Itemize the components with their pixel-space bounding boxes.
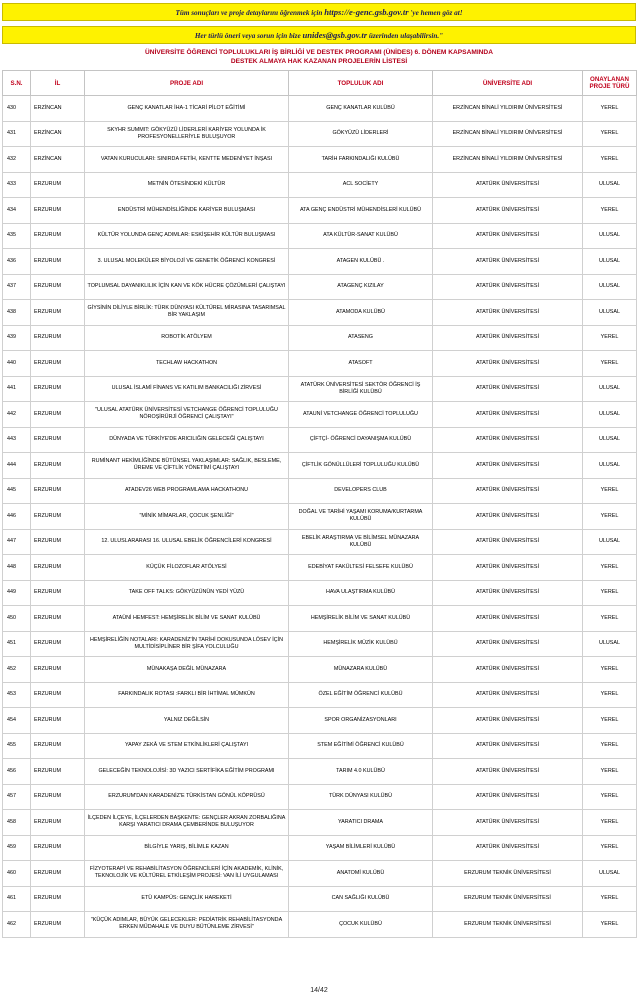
cell-tur: YEREL <box>583 198 637 224</box>
cell-proje: YALNIZ DEĞİLSİN <box>85 708 289 734</box>
cell-il: ERZURUM <box>31 223 85 249</box>
cell-tur: YEREL <box>583 555 637 581</box>
cell-il: ERZİNCAN <box>31 121 85 147</box>
cell-sn: 447 <box>3 529 31 555</box>
cell-il: ERZURUM <box>31 249 85 275</box>
cell-proje: METNİN ÖTESİNDEKİ KÜLTÜR <box>85 172 289 198</box>
table-header-row <box>3 71 637 96</box>
cell-universite: ATATÜRK ÜNİVERSİTESİ <box>433 249 583 275</box>
cell-il: ERZURUM <box>31 784 85 810</box>
cell-universite: ATATÜRK ÜNİVERSİTESİ <box>433 376 583 402</box>
cell-universite: ATATÜRK ÜNİVERSİTESİ <box>433 733 583 759</box>
column-header-sn: S.N. <box>3 71 31 96</box>
cell-universite: ATATÜRK ÜNİVERSİTESİ <box>433 453 583 479</box>
cell-topluluk: ATAGEN KULÜBÜ . <box>289 249 433 275</box>
cell-universite: ATATÜRK ÜNİVERSİTESİ <box>433 223 583 249</box>
cell-topluluk: TARİH FARKINDALIĞI KULÜBÜ <box>289 147 433 173</box>
cell-tur: YEREL <box>583 682 637 708</box>
table-row <box>3 351 637 377</box>
cell-proje: YAPAY ZEKÂ VE STEM ETKİNLİKLERİ ÇALIŞTAYI <box>85 733 289 759</box>
cell-universite: ATATÜRK ÜNİVERSİTESİ <box>433 759 583 785</box>
header-area <box>0 0 638 66</box>
cell-universite: ATATÜRK ÜNİVERSİTESİ <box>433 606 583 632</box>
cell-tur: YEREL <box>583 121 637 147</box>
cell-il: ERZURUM <box>31 325 85 351</box>
cell-tur: ULUSAL <box>583 453 637 479</box>
cell-il: ERZURUM <box>31 198 85 224</box>
table-row <box>3 835 637 861</box>
cell-universite: ATATÜRK ÜNİVERSİTESİ <box>433 657 583 683</box>
cell-sn: 437 <box>3 274 31 300</box>
table-row <box>3 810 637 836</box>
cell-universite: ERZURUM TEKNİK ÜNİVERSİTESİ <box>433 861 583 887</box>
table-row <box>3 249 637 275</box>
cell-universite: ATATÜRK ÜNİVERSİTESİ <box>433 172 583 198</box>
cell-il: ERZURUM <box>31 606 85 632</box>
cell-tur: YEREL <box>583 147 637 173</box>
cell-sn: 432 <box>3 147 31 173</box>
cell-tur: ULUSAL <box>583 376 637 402</box>
cell-il: ERZİNCAN <box>31 96 85 122</box>
cell-proje: HEMŞİRELİĞİN NOTALARI: KARADENİZ'İN TARİHİ DOKUSUNDA LÖSEV İÇİN MULTİDİSİPLİNER BİR ŞİFA YOLCULUĞU <box>85 631 289 657</box>
cell-proje: FARKINDALIK ROTASI :FARKLI BİR İHTİMAL MÜMKÜN <box>85 682 289 708</box>
cell-il: ERZURUM <box>31 912 85 938</box>
cell-sn: 453 <box>3 682 31 708</box>
cell-il: ERZURUM <box>31 682 85 708</box>
cell-sn: 442 <box>3 402 31 428</box>
cell-universite: ERZİNCAN BİNALİ YILDIRIM ÜNİVERSİTESİ <box>433 121 583 147</box>
cell-topluluk: ÖZEL EĞİTİM ÖĞRENCİ KULÜBÜ <box>289 682 433 708</box>
cell-sn: 449 <box>3 580 31 606</box>
table-row <box>3 886 637 912</box>
cell-topluluk: HEMŞİRELİK MÜZİK KULÜBÜ <box>289 631 433 657</box>
cell-proje: FİZYOTERAPİ VE REHABİLİTASYON ÖĞRENCİLERİ İÇİN AKADEMİK, KLİNİK, TEKNOLOJİK VE KÜLTÜREL ETKİLEŞİM PROJESİ: VAN İLİ UYGULAMASI <box>85 861 289 887</box>
cell-il: ERZURUM <box>31 631 85 657</box>
cell-topluluk: TARIM 4.0 KULÜBÜ <box>289 759 433 785</box>
cell-universite: ATATÜRK ÜNİVERSİTESİ <box>433 708 583 734</box>
cell-universite: ATATÜRK ÜNİVERSİTESİ <box>433 682 583 708</box>
table-row <box>3 300 637 326</box>
info-banner-website <box>2 3 636 21</box>
cell-topluluk: ATA GENÇ ENDÜSTRİ MÜHENDİSLERİ KULÜBÜ <box>289 198 433 224</box>
cell-il: ERZURUM <box>31 376 85 402</box>
cell-sn: 458 <box>3 810 31 836</box>
cell-topluluk: YARATICI DRAMA <box>289 810 433 836</box>
title-line-2: DESTEK ALMAYA HAK KAZANAN PROJELERİN LİSTESİ <box>230 58 408 65</box>
cell-topluluk: ÇOCUK KULÜBÜ <box>289 912 433 938</box>
cell-topluluk: HEMŞİRELİK BİLİM VE SANAT KULÜBÜ <box>289 606 433 632</box>
cell-topluluk: EBELİK ARAŞTIRMA VE BİLİMSEL MÜNAZARA KULÜBÜ <box>289 529 433 555</box>
banner-text: 'ye hemen göz at! <box>410 9 463 17</box>
cell-topluluk: ATATÜRK ÜNİVERSİTESİ SEKTÖR ÖĞRENCİ İŞ BİRLİĞİ KULÜBÜ <box>289 376 433 402</box>
cell-sn: 431 <box>3 121 31 147</box>
cell-tur: YEREL <box>583 912 637 938</box>
cell-proje: DÜNYADA VE TÜRKİYE'DE ARICILIĞIN GELECEĞİ ÇALIŞTAYI <box>85 427 289 453</box>
cell-universite: ATATÜRK ÜNİVERSİTESİ <box>433 504 583 530</box>
cell-proje: TAKE OFF TALKS: GÖKYÜZÜNÜN YEDİ YÜZÜ <box>85 580 289 606</box>
cell-universite: ATATÜRK ÜNİVERSİTESİ <box>433 835 583 861</box>
cell-il: ERZURUM <box>31 861 85 887</box>
title-line-1: ÜNİVERSİTE ÖĞRENCİ TOPLULUKLARI İŞ BİRLİĞİ VE DESTEK PROGRAMI (ÜNİDES) 6. DÖNEM KAPSAMINDA <box>145 49 493 56</box>
cell-topluluk: GENÇ KANATLAR KULÜBÜ <box>289 96 433 122</box>
table-row <box>3 274 637 300</box>
cell-proje: GİYSİNİN DİLİYLE BİRLİK: TÜRK DÜNYASI KÜLTÜREL MİRASINA TASARIMSAL BİR YAKLAŞIM <box>85 300 289 326</box>
table-row <box>3 606 637 632</box>
cell-tur: YEREL <box>583 504 637 530</box>
cell-topluluk: ACL SOCİETY <box>289 172 433 198</box>
table-row <box>3 172 637 198</box>
cell-proje: KÜÇÜK FİLOZOFLAR ATÖLYESİ <box>85 555 289 581</box>
cell-tur: YEREL <box>583 478 637 504</box>
cell-il: ERZURUM <box>31 351 85 377</box>
cell-universite: ATATÜRK ÜNİVERSİTESİ <box>433 478 583 504</box>
cell-topluluk: ATAMODA KULÜBÜ <box>289 300 433 326</box>
cell-il: ERZURUM <box>31 886 85 912</box>
cell-topluluk: TÜRK DÜNYASI KULÜBÜ <box>289 784 433 810</box>
cell-il: ERZURUM <box>31 529 85 555</box>
banner-text: Her türlü öneri veya sorun için bize <box>194 32 301 40</box>
cell-tur: ULUSAL <box>583 427 637 453</box>
cell-topluluk: CAN SAĞLIĞI KULÜBÜ <box>289 886 433 912</box>
cell-proje: VATAN KURUCULARI: SINIRDA FETİH, KENTTE MEDENİYET İNŞASI <box>85 147 289 173</box>
cell-universite: ATATÜRK ÜNİVERSİTESİ <box>433 198 583 224</box>
cell-tur: YEREL <box>583 351 637 377</box>
cell-tur: ULUSAL <box>583 529 637 555</box>
document-title <box>0 48 638 66</box>
cell-il: ERZURUM <box>31 274 85 300</box>
table-row <box>3 912 637 938</box>
cell-proje: SKYHR SUMMIT: GÖKYÜZÜ LİDERLERİ KARİYER YOLUNDA İK PROFESYONELLERİYLE BULUŞUYOR <box>85 121 289 147</box>
table-row <box>3 198 637 224</box>
cell-topluluk: ÇİFTLİK GÖNÜLLÜLERİ TOPLULUĞU KULÜBÜ <box>289 453 433 479</box>
cell-sn: 455 <box>3 733 31 759</box>
table-row <box>3 580 637 606</box>
table-row <box>3 478 637 504</box>
cell-universite: ATATÜRK ÜNİVERSİTESİ <box>433 402 583 428</box>
cell-tur: ULUSAL <box>583 631 637 657</box>
cell-topluluk: MÜNAZARA KULÜBÜ <box>289 657 433 683</box>
table-row <box>3 529 637 555</box>
cell-il: ERZURUM <box>31 402 85 428</box>
column-header-tur: ONAYLANAN PROJE TÜRÜ <box>583 71 637 96</box>
cell-il: ERZURUM <box>31 172 85 198</box>
cell-topluluk: DEVELOPERS CLUB <box>289 478 433 504</box>
cell-il: ERZURUM <box>31 733 85 759</box>
cell-tur: ULUSAL <box>583 249 637 275</box>
table-row <box>3 708 637 734</box>
cell-sn: 461 <box>3 886 31 912</box>
cell-topluluk: ATASENG <box>289 325 433 351</box>
cell-proje: ULUSAL İSLAMİ FİNANS VE KATILIM BANKACILIĞI ZİRVESİ <box>85 376 289 402</box>
cell-topluluk: HAVA ULAŞTIRMA KULÜBÜ <box>289 580 433 606</box>
table-row <box>3 631 637 657</box>
cell-sn: 444 <box>3 453 31 479</box>
cell-il: ERZURUM <box>31 708 85 734</box>
cell-topluluk: STEM EĞİTİMİ ÖĞRENCİ KULÜBÜ <box>289 733 433 759</box>
cell-proje: "ULUSAL ATATÜRK ÜNİVERSİTESİ VETCHANGE ÖĞRENCİ TOPLULUĞU NÖROŞİRÜRJİ ÖĞRENCİ ÇALIŞTAYI" <box>85 402 289 428</box>
cell-sn: 450 <box>3 606 31 632</box>
cell-tur: YEREL <box>583 886 637 912</box>
table-row <box>3 96 637 122</box>
page-number: 14/42 <box>310 987 328 994</box>
cell-tur: YEREL <box>583 580 637 606</box>
table-row <box>3 555 637 581</box>
cell-tur: YEREL <box>583 810 637 836</box>
cell-universite: ATATÜRK ÜNİVERSİTESİ <box>433 300 583 326</box>
table-row <box>3 861 637 887</box>
cell-universite: ERZURUM TEKNİK ÜNİVERSİTESİ <box>433 912 583 938</box>
cell-universite: ATATÜRK ÜNİVERSİTESİ <box>433 555 583 581</box>
table-row <box>3 759 637 785</box>
cell-universite: ATATÜRK ÜNİVERSİTESİ <box>433 427 583 453</box>
cell-tur: ULUSAL <box>583 300 637 326</box>
cell-universite: ERZİNCAN BİNALİ YILDIRIM ÜNİVERSİTESİ <box>433 147 583 173</box>
cell-tur: YEREL <box>583 759 637 785</box>
cell-universite: ATATÜRK ÜNİVERSİTESİ <box>433 351 583 377</box>
cell-tur: YEREL <box>583 733 637 759</box>
cell-sn: 445 <box>3 478 31 504</box>
cell-sn: 440 <box>3 351 31 377</box>
cell-proje: GELECEĞİN TEKNOLOJİSİ: 3D YAZICI SERTİFİKA EĞİTİM PROGRAMI <box>85 759 289 785</box>
table-row <box>3 733 637 759</box>
banner-text: Tüm sonuçları ve proje detaylarını öğrenmek için <box>175 9 323 17</box>
cell-il: ERZİNCAN <box>31 147 85 173</box>
cell-topluluk: EDEBİYAT FAKÜLTESİ FELSEFE KULÜBÜ <box>289 555 433 581</box>
cell-il: ERZURUM <box>31 835 85 861</box>
cell-proje: ATAÜNİ HEMFEST: HEMŞİRELİK BİLİM VE SANAT KULÜBÜ <box>85 606 289 632</box>
table-row <box>3 402 637 428</box>
cell-il: ERZURUM <box>31 453 85 479</box>
cell-sn: 438 <box>3 300 31 326</box>
website-link[interactable]: https://e-genc.gsb.gov.tr <box>324 7 409 17</box>
cell-tur: ULUSAL <box>583 402 637 428</box>
projects-table <box>2 70 637 938</box>
cell-il: ERZURUM <box>31 427 85 453</box>
cell-sn: 443 <box>3 427 31 453</box>
cell-tur: ULUSAL <box>583 172 637 198</box>
cell-topluluk: ATAUNİ VETCHANGE ÖĞRENCİ TOPLULUĞU <box>289 402 433 428</box>
cell-tur: ULUSAL <box>583 223 637 249</box>
cell-proje: ATADEV26 WEB PROGRAMLAMA HACKATHONU <box>85 478 289 504</box>
table-row <box>3 682 637 708</box>
table-row <box>3 784 637 810</box>
cell-proje: KÜLTÜR YOLUNDA GENÇ ADIMLAR: ESKİŞEHİR KÜLTÜR BULUŞMASI <box>85 223 289 249</box>
cell-sn: 430 <box>3 96 31 122</box>
cell-universite: ERZURUM TEKNİK ÜNİVERSİTESİ <box>433 886 583 912</box>
table-body <box>3 96 637 938</box>
column-header-topluluk: TOPLULUK ADI <box>289 71 433 96</box>
cell-sn: 452 <box>3 657 31 683</box>
cell-proje: RUMİNANT HEKİMLİĞİNDE BÜTÜNSEL YAKLAŞIMLAR: SAĞLIK, BESLEME, ÜREME VE ÇİFTLİK YÖNETİMİ ÇALIŞTAYI <box>85 453 289 479</box>
table-row <box>3 121 637 147</box>
banner-text: üzerinden ulaşabilirsin." <box>368 32 444 40</box>
cell-universite: ATATÜRK ÜNİVERSİTESİ <box>433 274 583 300</box>
cell-tur: YEREL <box>583 835 637 861</box>
cell-proje: "MİNİK MİMARLAR, ÇOCUK ŞENLİĞİ" <box>85 504 289 530</box>
cell-il: ERZURUM <box>31 759 85 785</box>
cell-universite: ERZİNCAN BİNALİ YILDIRIM ÜNİVERSİTESİ <box>433 96 583 122</box>
cell-il: ERZURUM <box>31 555 85 581</box>
cell-tur: ULUSAL <box>583 861 637 887</box>
table-row <box>3 147 637 173</box>
cell-tur: YEREL <box>583 606 637 632</box>
cell-proje: "KÜÇÜK ADIMLAR, BÜYÜK GELECEKLER: PEDİATRİK REHABİLİTASYONDA ERKEN MÜDAHALE VE DUYU BÜTÜNLEME ZİRVESİ" <box>85 912 289 938</box>
cell-proje: ENDÜSTRİ MÜHENDİSLİĞİNDE KARİYER BULUŞMASI <box>85 198 289 224</box>
cell-proje: ERZURUM'DAN KARADENİZ'E TÜRKİSTAN GÖNÜL KÖPRÜSÜ <box>85 784 289 810</box>
cell-sn: 441 <box>3 376 31 402</box>
cell-sn: 456 <box>3 759 31 785</box>
cell-sn: 434 <box>3 198 31 224</box>
cell-il: ERZURUM <box>31 810 85 836</box>
cell-proje: TECHLAW HACKATHON <box>85 351 289 377</box>
cell-proje: 3. ULUSAL MOLEKÜLER BİYOLOJİ VE GENETİK ÖĞRENCİ KONGRESİ <box>85 249 289 275</box>
cell-universite: ATATÜRK ÜNİVERSİTESİ <box>433 810 583 836</box>
cell-tur: YEREL <box>583 325 637 351</box>
cell-tur: YEREL <box>583 708 637 734</box>
info-banner-email <box>2 26 636 44</box>
cell-tur: YEREL <box>583 96 637 122</box>
cell-il: ERZURUM <box>31 504 85 530</box>
cell-il: ERZURUM <box>31 580 85 606</box>
cell-il: ERZURUM <box>31 657 85 683</box>
cell-universite: ATATÜRK ÜNİVERSİTESİ <box>433 784 583 810</box>
table-row <box>3 223 637 249</box>
cell-topluluk: DOĞAL VE TARİHİ YAŞAMI KORUMA/KURTARMA KULÜBÜ <box>289 504 433 530</box>
cell-sn: 439 <box>3 325 31 351</box>
cell-topluluk: ÇİFTÇİ- ÖĞRENCİ DAYANIŞMA KULÜBÜ <box>289 427 433 453</box>
cell-proje: MÜNAKAŞA DEĞİL MÜNAZARA <box>85 657 289 683</box>
cell-sn: 460 <box>3 861 31 887</box>
cell-sn: 435 <box>3 223 31 249</box>
table-row <box>3 427 637 453</box>
cell-topluluk: ATASOFT <box>289 351 433 377</box>
cell-proje: TOPLUMSAL DAYANIKLILIK İÇİN KAN VE KÖK HÜCRE ÇÖZÜMLERİ ÇALIŞTAYI <box>85 274 289 300</box>
table-row <box>3 376 637 402</box>
cell-proje: İLÇEDEN İLÇEYE, İLÇELERDEN BAŞKENTE: GENÇLER AKRAN ZORBALIĞINA KARŞI YARATICI DRAMA ÇEMBERİNDE BULUŞUYOR <box>85 810 289 836</box>
cell-universite: ATATÜRK ÜNİVERSİTESİ <box>433 580 583 606</box>
email-link[interactable]: unides@gsb.gov.tr <box>302 30 368 40</box>
cell-topluluk: SPOR ORGANİZASYONLARI <box>289 708 433 734</box>
table-row <box>3 657 637 683</box>
cell-sn: 451 <box>3 631 31 657</box>
cell-topluluk: ANATOMİ KULÜBÜ <box>289 861 433 887</box>
cell-proje: 12. ULUSLARARASI 16. ULUSAL EBELİK ÖĞRENCİLERİ KONGRESİ <box>85 529 289 555</box>
cell-proje: GENÇ KANATLAR İHA-1 TİCARİ PİLOT EĞİTİMİ <box>85 96 289 122</box>
cell-tur: ULUSAL <box>583 274 637 300</box>
cell-sn: 457 <box>3 784 31 810</box>
cell-topluluk: GÖKYÜZÜ LİDERLERİ <box>289 121 433 147</box>
table-row <box>3 325 637 351</box>
cell-topluluk: YAŞAM BİLİMLERİ KULÜBÜ <box>289 835 433 861</box>
cell-tur: YEREL <box>583 657 637 683</box>
column-header-il: İL <box>31 71 85 96</box>
cell-topluluk: ATA KÜLTÜR-SANAT KULÜBÜ <box>289 223 433 249</box>
cell-sn: 448 <box>3 555 31 581</box>
cell-il: ERZURUM <box>31 300 85 326</box>
cell-proje: ETÜ KAMPÜS: GENÇLİK HAREKETİ <box>85 886 289 912</box>
cell-sn: 436 <box>3 249 31 275</box>
column-header-proje: PROJE ADI <box>85 71 289 96</box>
cell-tur: YEREL <box>583 784 637 810</box>
cell-proje: ROBOTİK ATÖLYEM <box>85 325 289 351</box>
cell-universite: ATATÜRK ÜNİVERSİTESİ <box>433 529 583 555</box>
cell-universite: ATATÜRK ÜNİVERSİTESİ <box>433 325 583 351</box>
cell-sn: 459 <box>3 835 31 861</box>
cell-sn: 454 <box>3 708 31 734</box>
cell-sn: 462 <box>3 912 31 938</box>
cell-universite: ATATÜRK ÜNİVERSİTESİ <box>433 631 583 657</box>
cell-sn: 446 <box>3 504 31 530</box>
cell-sn: 433 <box>3 172 31 198</box>
table-row <box>3 453 637 479</box>
table-row <box>3 504 637 530</box>
column-header-universite: ÜNİVERSİTE ADI <box>433 71 583 96</box>
cell-topluluk: ATAGENÇ KIZILAY <box>289 274 433 300</box>
cell-proje: BİLGİYLE YARIŞ, BİLİMLE KAZAN <box>85 835 289 861</box>
cell-il: ERZURUM <box>31 478 85 504</box>
